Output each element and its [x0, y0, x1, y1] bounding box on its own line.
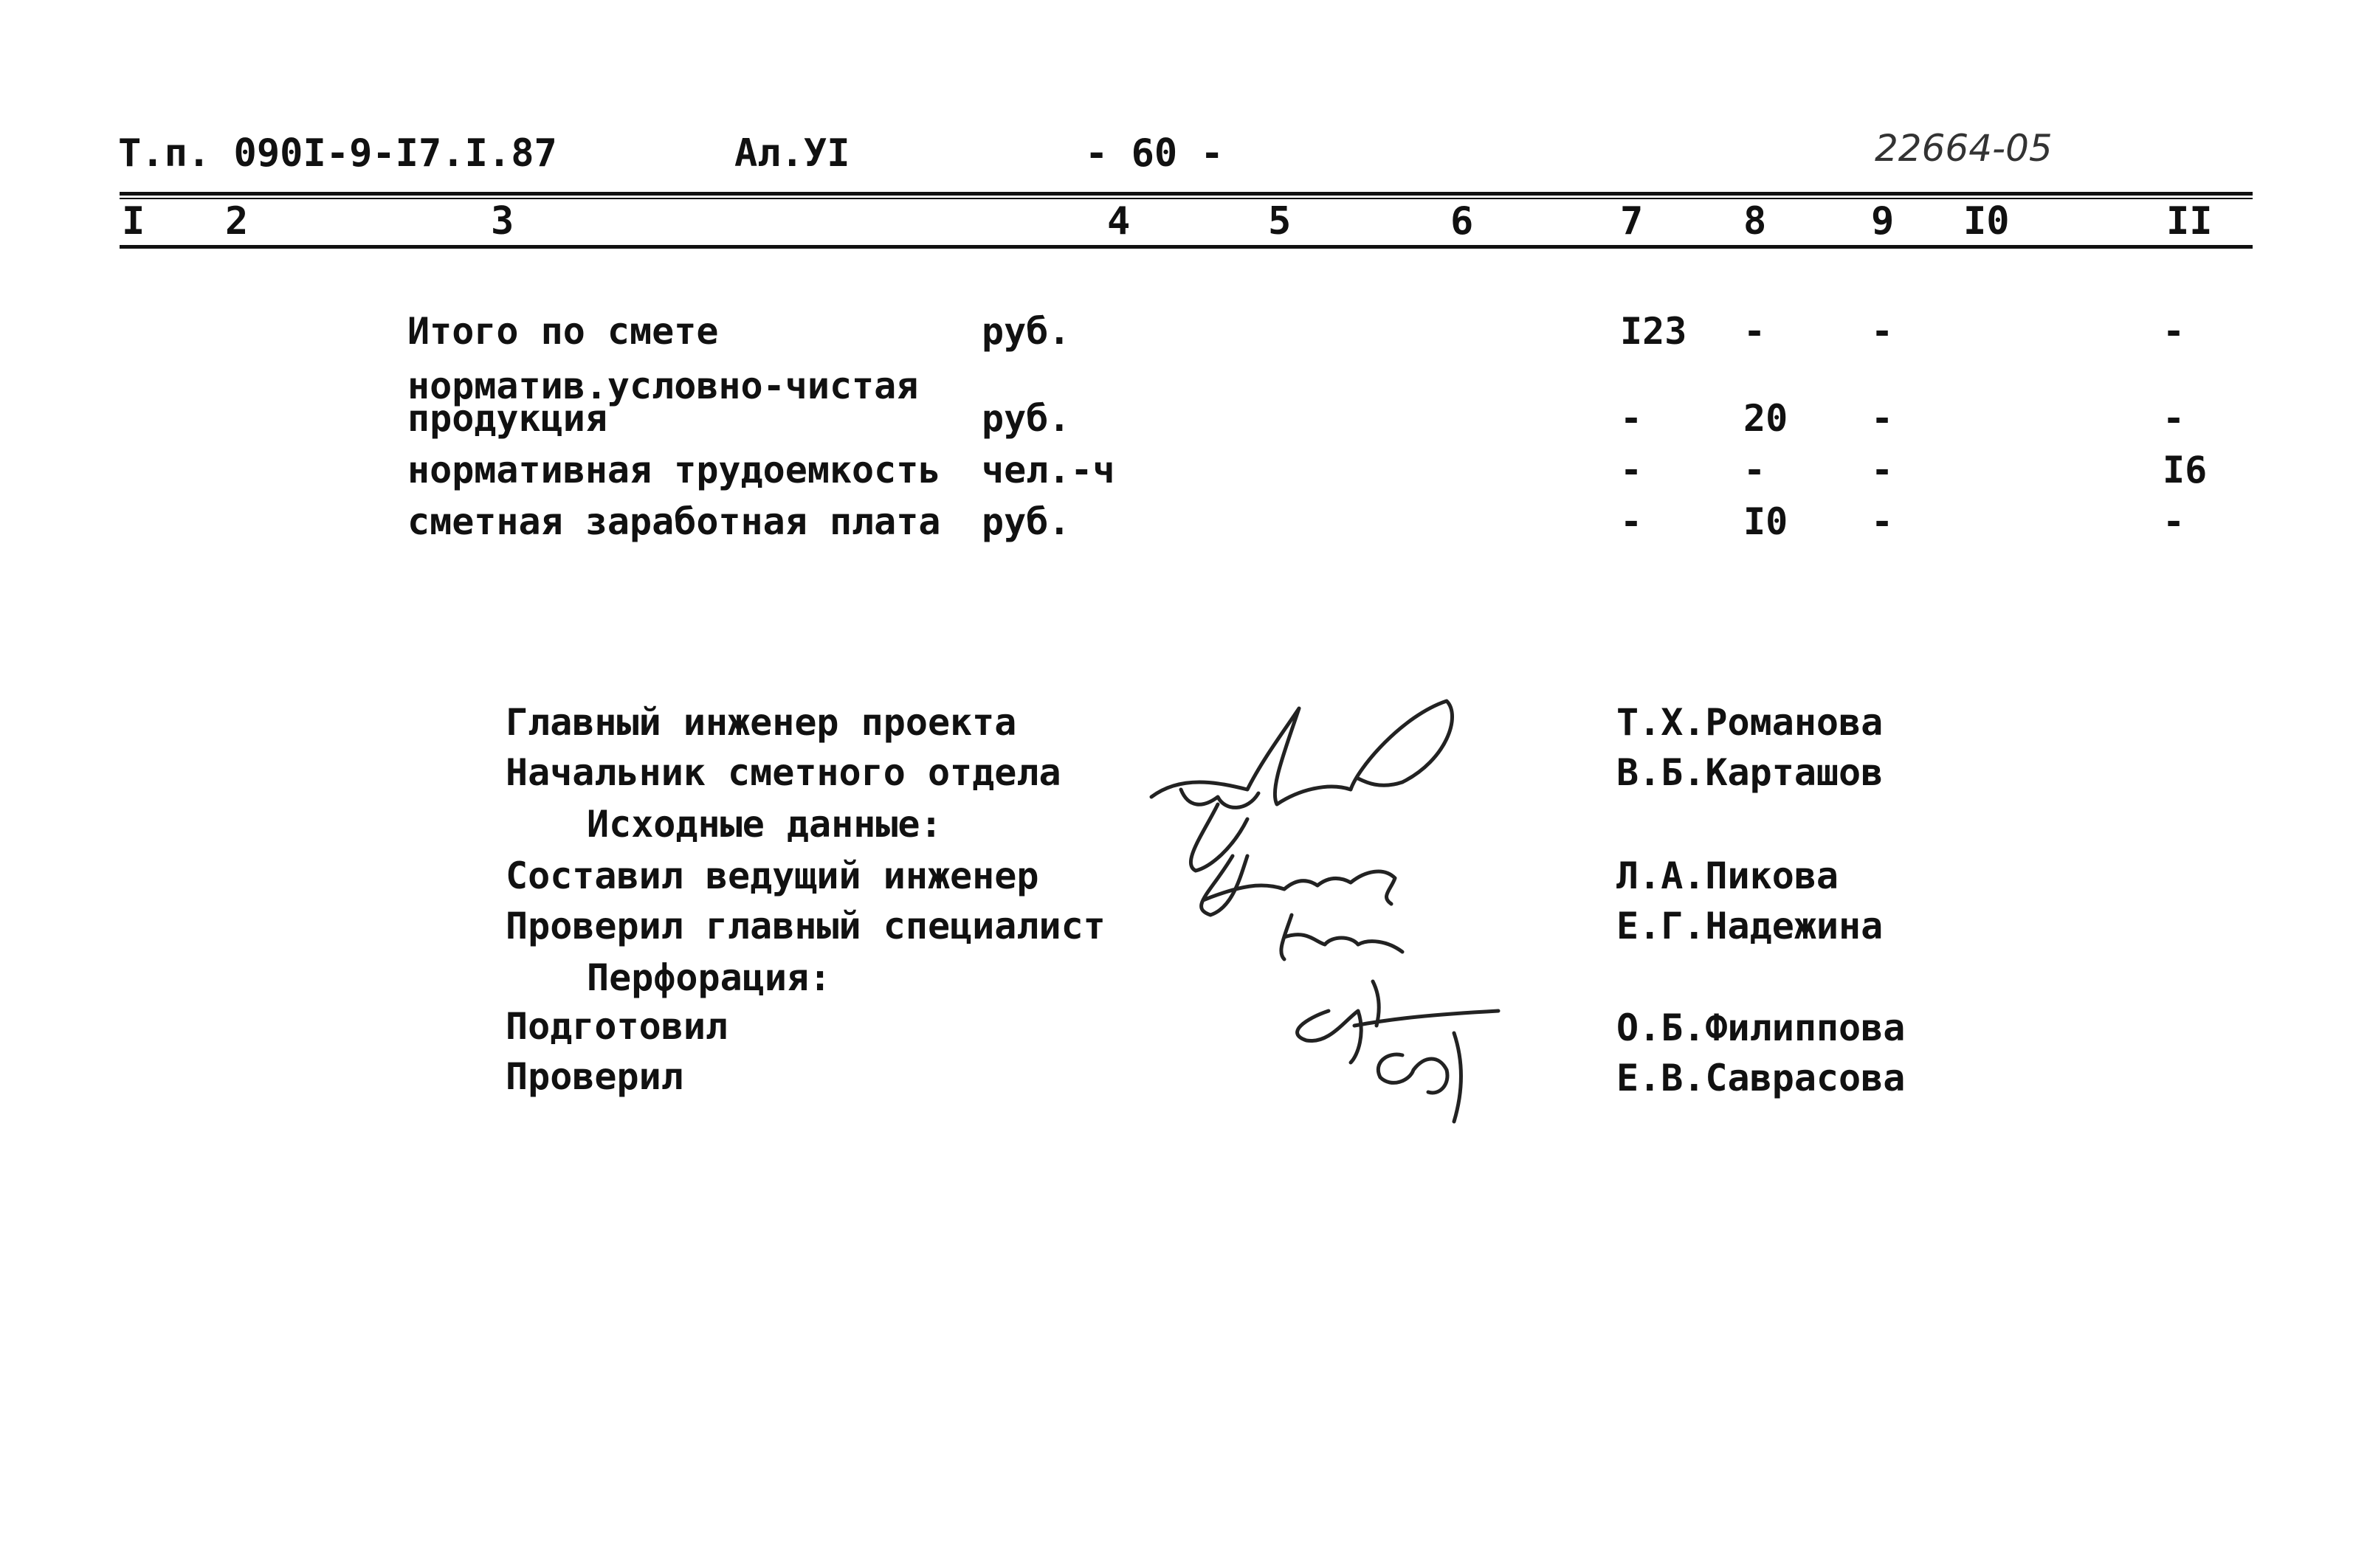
row-total-unit: руб.	[982, 310, 1071, 353]
sig-title-checked-specialist: Проверил главный специалист	[506, 905, 1106, 947]
sig-title-chief-engineer: Главный инженер проекта	[506, 701, 1017, 744]
column-header-5: 5	[1268, 199, 1292, 244]
handwritten-signatures	[1137, 686, 1550, 1158]
inventory-number: 22664-05	[1875, 127, 2053, 170]
row-labor-c11: I6	[2163, 449, 2208, 491]
signature-prepared	[1298, 981, 1498, 1063]
row-wages-label: сметная заработная плата	[407, 500, 941, 543]
row-production-label: норматив.условно-чистая	[407, 365, 919, 407]
row-wages-c9: -	[1871, 500, 1894, 543]
row-labor-unit: чел.-ч	[982, 449, 1115, 491]
page-number: - 60 -	[1085, 131, 1224, 176]
bottom-rule	[120, 245, 2253, 249]
document-code: Т.п. 090I-9-I7.I.87	[118, 131, 557, 176]
row-production-unit: руб.	[982, 397, 1071, 440]
column-header-3: 3	[491, 199, 514, 244]
signature-checked-specialist	[1281, 915, 1402, 959]
row-labor-c8: -	[1743, 449, 1766, 491]
row-wages-c7: -	[1620, 500, 1643, 543]
row-production-c11: -	[2163, 397, 2185, 440]
signature-chief-engineer	[1151, 701, 1453, 807]
sig-name-checked-specialist: Е.Г.Надежина	[1616, 905, 1884, 947]
row-production-c7: -	[1620, 397, 1643, 440]
signature-estimate-head	[1191, 804, 1247, 871]
row-wages-unit: руб.	[982, 500, 1071, 543]
column-header-9: 9	[1871, 199, 1895, 244]
row-wages-c11: -	[2163, 500, 2185, 543]
row-production-c8: 20	[1743, 397, 1788, 440]
album-number: Ал.УI	[734, 131, 850, 176]
top-rule-thin	[120, 198, 2253, 199]
row-total-c8: -	[1743, 310, 1766, 353]
row-labor-c9: -	[1871, 449, 1894, 491]
column-header-11: II	[2166, 199, 2213, 244]
row-total-label: Итого по смете	[407, 310, 719, 353]
row-total-c11: -	[2163, 310, 2185, 353]
sig-name-prepared: О.Б.Филиппова	[1616, 1006, 1906, 1049]
column-header-4: 4	[1107, 199, 1131, 244]
column-header-2: 2	[225, 199, 249, 244]
row-production-c9: -	[1871, 397, 1894, 440]
row-production-label-2: продукция	[407, 397, 607, 440]
row-wages-c8: I0	[1743, 500, 1788, 543]
row-labor-label: нормативная трудоемкость	[407, 449, 941, 491]
column-header-1: I	[122, 199, 145, 244]
signature-compiled	[1202, 856, 1395, 915]
sig-name-compiled: Л.А.Пикова	[1616, 854, 1839, 897]
column-header-8: 8	[1743, 199, 1767, 244]
sig-heading-source: Исходные данные:	[587, 803, 943, 846]
sig-name-estimate-head: В.Б.Карташов	[1616, 751, 1884, 794]
row-total-c9: -	[1871, 310, 1894, 353]
row-labor-c7: -	[1620, 449, 1643, 491]
top-rule	[120, 192, 2253, 196]
sig-title-checked: Проверил	[506, 1055, 683, 1098]
column-header-7: 7	[1620, 199, 1644, 244]
sig-heading-perforation: Перфорация:	[587, 956, 832, 999]
row-total-c7: I23	[1620, 310, 1687, 353]
sig-title-prepared: Подготовил	[506, 1005, 728, 1048]
sig-name-chief-engineer: Т.Х.Романова	[1616, 701, 1884, 744]
column-header-10: I0	[1963, 199, 2010, 244]
sig-name-checked: Е.В.Саврасова	[1616, 1057, 1906, 1099]
column-header-6: 6	[1450, 199, 1474, 244]
sig-title-estimate-head: Начальник сметного отдела	[506, 751, 1061, 794]
sig-title-compiled: Составил ведущий инженер	[506, 854, 1039, 897]
signature-checked	[1378, 1033, 1461, 1122]
